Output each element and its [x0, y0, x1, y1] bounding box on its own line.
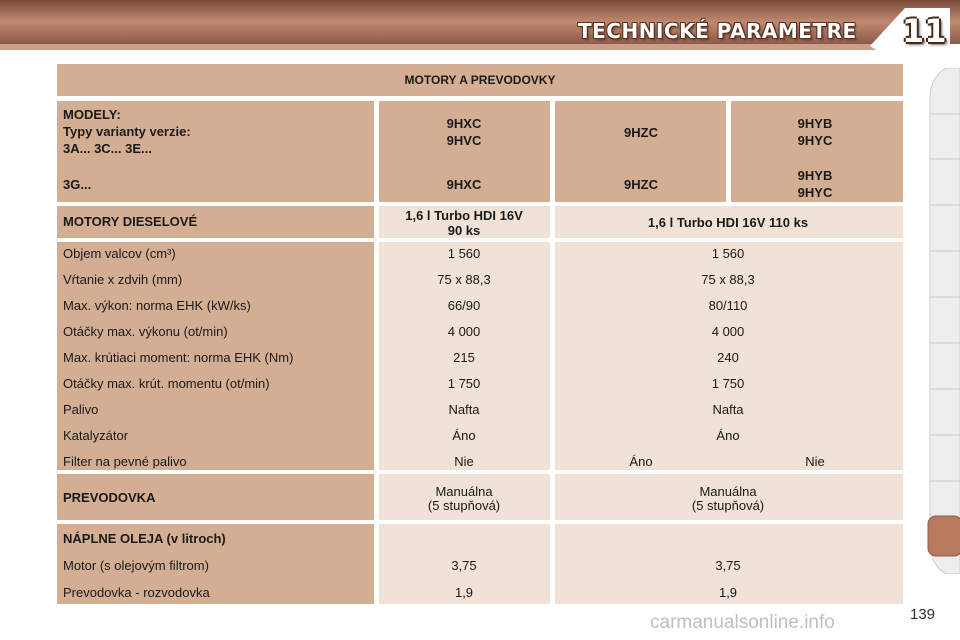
oil-row-value-1: 1,9	[454, 585, 474, 600]
gearbox-type: Manuálna	[699, 484, 757, 499]
models-label: MODELY:	[63, 107, 121, 122]
spec-row-value-2: 240	[717, 350, 739, 365]
spec-row-value-2: 1 560	[711, 246, 745, 261]
gearbox-speeds: (5 stupňová)	[427, 498, 501, 513]
models-versions-label: 3A... 3C... 3E...	[63, 141, 152, 156]
spec-row-label: Katalyzátor	[63, 428, 129, 443]
model-code: 9HXC	[446, 116, 482, 131]
spec-row-value-1: Nafta	[448, 402, 480, 417]
model-code: 9HZC	[624, 125, 658, 140]
diesel-label: MOTORY DIESELOVÉ	[63, 214, 198, 229]
spec-row-value-2: 4 000	[711, 324, 745, 339]
engine1-power: 90 ks	[447, 223, 481, 238]
spec-row-value-2: Nafta	[712, 402, 744, 417]
oil-row-value-2: 3,75	[715, 558, 741, 573]
watermark: carmanualsonline.info	[650, 612, 835, 633]
gearbox-speeds: (5 stupňová)	[691, 498, 765, 513]
models-3g-label: 3G...	[63, 177, 92, 192]
gearbox-label: PREVODOVKA	[63, 490, 156, 505]
gearbox-type: Manuálna	[435, 484, 493, 499]
spec-row-value-1: 1 560	[447, 246, 481, 261]
model-code: 9HXC	[446, 177, 482, 192]
spec-row-label: Objem valcov (cm³)	[63, 246, 176, 261]
spec-row-value-2: 80/110	[708, 298, 748, 313]
oil-row-value-1: 3,75	[451, 558, 477, 573]
filter-value-1: Nie	[454, 454, 474, 469]
engine1-name: 1,6 l Turbo HDI 16V	[405, 208, 523, 223]
page-number: 139	[910, 606, 936, 623]
spec-row-label: Max. krútiaci moment: norma EHK (Nm)	[63, 350, 294, 365]
chapter-tab-strip	[926, 68, 960, 574]
spec-row-value-1: 1 750	[447, 376, 481, 391]
model-code: 9HVC	[446, 133, 482, 148]
spec-row-value-2: 75 x 88,3	[701, 272, 755, 287]
spec-row-label: Otáčky max. výkonu (ot/min)	[63, 324, 228, 339]
engine2-name: 1,6 l Turbo HDI 16V 110 ks	[647, 215, 809, 230]
model-code: 9HYC	[797, 133, 833, 148]
oil-row-label: Prevodovka - rozvodovka	[63, 585, 210, 600]
oil-row-value-2: 1,9	[718, 585, 738, 600]
models-variants-label: Typy varianty verzie:	[63, 124, 191, 139]
oil-row-label: Motor (s olejovým filtrom)	[63, 558, 209, 573]
spec-row-label: Palivo	[63, 402, 99, 417]
spec-row-label: Max. výkon: norma EHK (kW/ks)	[63, 298, 251, 313]
model-code: 9HYB	[797, 168, 833, 183]
spec-row-value-2: Áno	[716, 428, 740, 443]
table-title: MOTORY A PREVODOVKY	[404, 73, 556, 87]
filter-label: Filter na pevné palivo	[63, 454, 187, 469]
model-code: 9HYB	[797, 116, 833, 131]
spec-row-label: Vŕtanie x zdvih (mm)	[63, 272, 183, 287]
page-title: TECHNICKÉ PARAMETRE	[578, 19, 857, 43]
spec-row-value-1: 215	[453, 350, 475, 365]
spec-row-label: Otáčky max. krút. momentu (ot/min)	[63, 376, 270, 391]
spec-row-value-1: Áno	[452, 428, 476, 443]
spec-row-value-1: 66/90	[447, 298, 481, 313]
chapter-number: 11	[902, 12, 947, 50]
spec-row-value-1: 4 000	[447, 324, 481, 339]
model-code: 9HZC	[624, 177, 658, 192]
spec-row-value-2: 1 750	[711, 376, 745, 391]
model-code: 9HYC	[797, 185, 833, 200]
spec-row-value-1: 75 x 88,3	[437, 272, 491, 287]
oil-label: NÁPLNE OLEJA (v litroch)	[63, 531, 226, 546]
filter-value-2a: Áno	[629, 454, 653, 469]
filter-value-2b: Nie	[805, 454, 825, 469]
